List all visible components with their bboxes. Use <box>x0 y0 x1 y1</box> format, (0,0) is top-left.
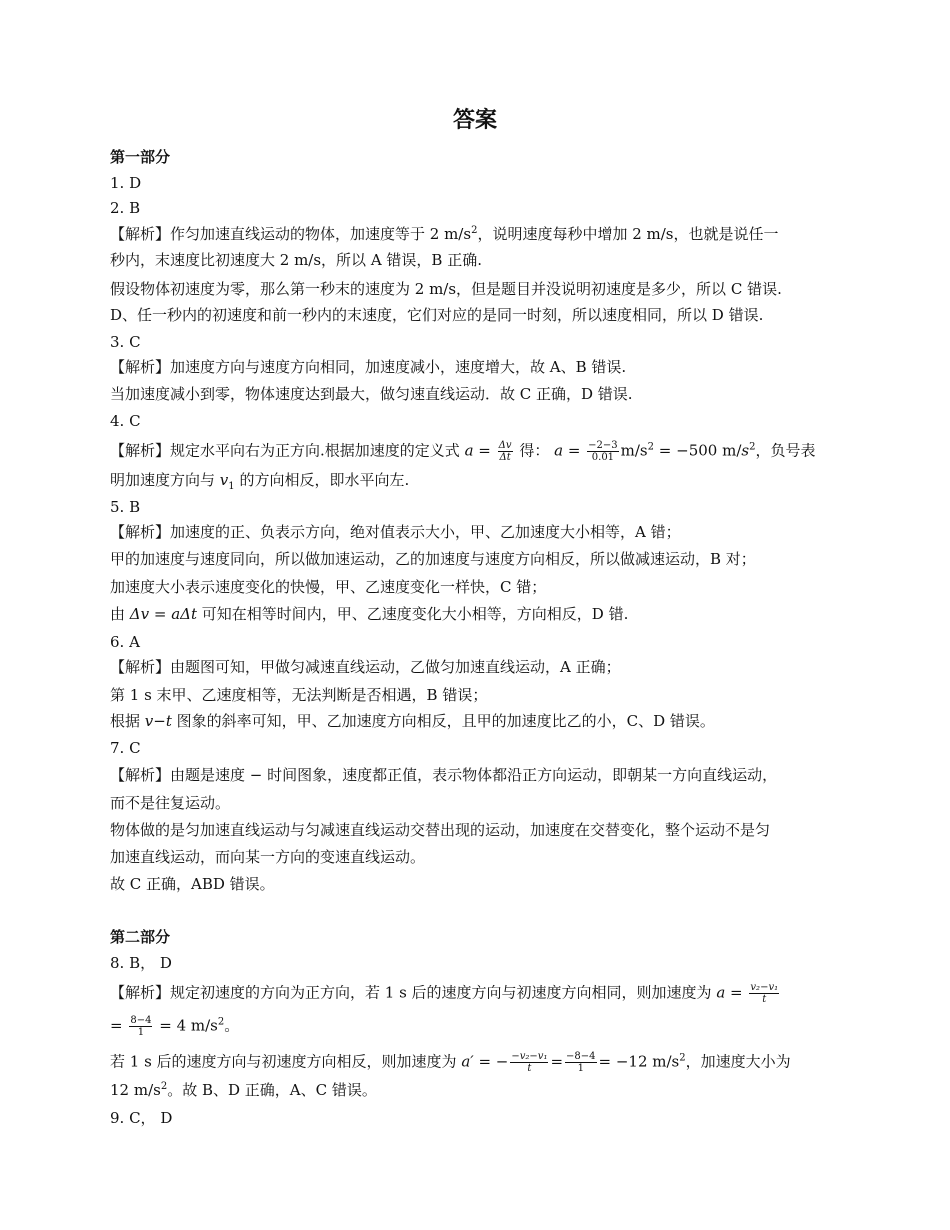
explanation-text: ，加速度大小为 <box>685 1052 791 1071</box>
explanation-7-line-3: 物体做的是匀加速直线运动与匀减速直线运动交替出现的运动，加速度在交替变化，整个运动不是匀 <box>110 821 771 839</box>
equals-sign: = <box>110 1016 123 1035</box>
numerator: 8−4 <box>130 1015 152 1026</box>
explanation-text: 图象的斜率可知，甲、乙加速度方向相反，且甲的加速度比乙的小，C、D 错误。 <box>176 712 715 730</box>
answer-5: 5. B <box>110 498 141 516</box>
symbol-a-eq: a = <box>716 983 743 1002</box>
answer-3: 3. C <box>110 333 141 351</box>
formula-dv-adt: Δv = aΔt <box>129 605 198 623</box>
answer-1: 1. D <box>110 174 142 192</box>
explanation-text: 明加速度方向与 <box>110 471 216 489</box>
answer-7: 7. C <box>110 739 141 757</box>
explanation-3-line-2: 当加速度减小到零，物体速度达到最大，做匀速直线运动．故 C 正确，D 错误. <box>110 385 633 403</box>
explanation-2-line-4: D、任一秒内的初速度和前一秒内的末速度，它们对应的是同一时刻，所以速度相同，所以 D 错误. <box>110 306 764 324</box>
explanation-text: 由 <box>110 605 126 623</box>
result: = −500 m/ <box>658 441 742 460</box>
explanation-text: 12 m/s <box>110 1081 161 1099</box>
subscript: 1 <box>228 481 235 492</box>
symbol-a-prime: a′ = − <box>461 1052 509 1071</box>
exponent: 2 <box>647 441 655 453</box>
explanation-text: 【解析】作匀加速直线运动的物体，加速度等于 2 m/s <box>110 225 472 243</box>
fraction-neg-v2-v1-t <box>510 1051 548 1074</box>
answer-9: 9. C， D <box>110 1109 173 1127</box>
explanation-5-line-3: 加速度大小表示速度变化的快慢，甲、乙速度变化一样快，C 错； <box>110 578 547 596</box>
equals-sign: = <box>478 441 491 460</box>
fraction-v2-v1-t <box>749 982 779 1005</box>
fraction-value <box>587 440 618 463</box>
numerator: v₂−v₁ <box>750 982 779 993</box>
fraction-neg8-4-1 <box>565 1051 596 1074</box>
explanation-3-line-1: 【解析】加速度方向与速度方向相同，加速度减小，速度增大，故 A、B 错误. <box>110 358 627 376</box>
result: = 4 m/s <box>159 1016 218 1035</box>
exponent: 2 <box>679 1052 686 1064</box>
explanation-text: 根据 <box>110 712 141 730</box>
exponent: 2 <box>749 441 756 453</box>
numerator: −v₂−v₁ <box>511 1051 548 1062</box>
denominator: 0.01 <box>591 452 615 463</box>
unit: m/s <box>620 441 648 460</box>
explanation-7-line-4: 加速直线运动，而向某一方向的变速直线运动。 <box>110 848 426 866</box>
explanation-6-line-3 <box>110 711 715 731</box>
explanation-5-line-1: 【解析】加速度的正、负表示方向，绝对值表示大小，甲、乙加速度大小相等，A 错； <box>110 523 681 541</box>
explanation-text: ，说明速度每秒中增加 2 m/s，也就是说任一 <box>477 225 779 243</box>
page-title: 答案 <box>452 108 497 133</box>
explanation-text: 。 <box>224 1016 240 1035</box>
explanation-4-line-2 <box>110 470 409 490</box>
section-heading-2: 第二部分 <box>110 928 171 946</box>
explanation-8-line-3 <box>110 1051 791 1074</box>
explanation-text: ，负号表 <box>755 441 816 460</box>
answer-6: 6. A <box>110 633 140 651</box>
numerator: Δv <box>498 440 512 451</box>
explanation-7-line-1: 【解析】由题是速度 − 时间图象，速度都正值，表示物体都沿正方向运动，即朝某一方向直线运动， <box>110 766 778 784</box>
result: = −12 m/s <box>598 1052 680 1071</box>
explanation-2-line-1 <box>110 224 779 244</box>
exponent: 2 <box>217 1016 225 1028</box>
explanation-8-line-1 <box>110 982 781 1005</box>
denominator: 1 <box>137 1027 145 1038</box>
exponent: 2 <box>471 225 478 236</box>
explanation-5-line-2: 甲的加速度与速度同向，所以做加速运动，乙的加速度与速度方向相反，所以做减速运动，B 对； <box>110 550 756 568</box>
explanation-text: 可知在相等时间内，甲、乙速度变化大小相等，方向相反，D 错. <box>201 605 629 623</box>
fraction-dv-dt <box>498 440 513 463</box>
explanation-text: 的方向相反，即水平向左. <box>239 471 410 489</box>
explanation-text: 。故 B、D 正确，A、C 错误。 <box>167 1081 377 1099</box>
explanation-text: 若 1 s 后的速度方向与初速度方向相反，则加速度为 <box>110 1052 457 1071</box>
answer-8: 8. B， D <box>110 954 172 972</box>
fraction-8-4-1 <box>129 1015 152 1038</box>
symbol-a-eq: a = <box>554 441 581 460</box>
unit-s: s <box>741 441 750 460</box>
explanation-4-line-1 <box>110 440 815 463</box>
explanation-8-line-2 <box>110 1015 239 1038</box>
answer-4: 4. C <box>110 412 141 430</box>
explanation-5-line-4 <box>110 604 628 624</box>
explanation-text: 【解析】规定初速度的方向为正方向，若 1 s 后的速度方向与初速度方向相同，则加速度为 <box>110 983 712 1002</box>
explanation-text: 【解析】规定水平向右为正方向.根据加速度的定义式 <box>110 441 460 460</box>
formula-v-t: v−t <box>144 712 172 730</box>
exponent: 2 <box>160 1081 168 1092</box>
explanation-7-line-2: 而不是往复运动。 <box>110 794 231 812</box>
explanation-7-line-5: 故 C 正确，ABD 错误。 <box>110 875 275 893</box>
explanation-2-line-2: 秒内，末速度比初速度大 2 m/s，所以 A 错误，B 正确. <box>110 251 482 269</box>
equals-sign: = <box>550 1052 564 1071</box>
explanation-text: 得： <box>519 441 550 460</box>
denominator: t <box>527 1063 532 1074</box>
denominator: 1 <box>577 1063 584 1074</box>
denominator: Δt <box>499 452 511 463</box>
explanation-8-line-4 <box>110 1080 377 1100</box>
explanation-6-line-2: 第 1 s 末甲、乙速度相等，无法判断是否相遇，B 错误； <box>110 686 488 704</box>
symbol-a: a <box>464 441 474 460</box>
answer-2: 2. B <box>110 199 141 217</box>
symbol-v: v <box>219 471 229 489</box>
section-heading-1: 第一部分 <box>110 148 171 166</box>
denominator: t <box>762 994 767 1005</box>
explanation-6-line-1: 【解析】由题图可知，甲做匀减速直线运动，乙做匀加速直线运动，A 正确； <box>110 658 621 676</box>
numerator: −8−4 <box>566 1051 596 1062</box>
explanation-2-line-3: 假设物体初速度为零，那么第一秒末的速度为 2 m/s，但是题目并没说明初速度是多少，所以 C 错误. <box>110 280 782 298</box>
numerator: −2−3 <box>588 440 618 451</box>
